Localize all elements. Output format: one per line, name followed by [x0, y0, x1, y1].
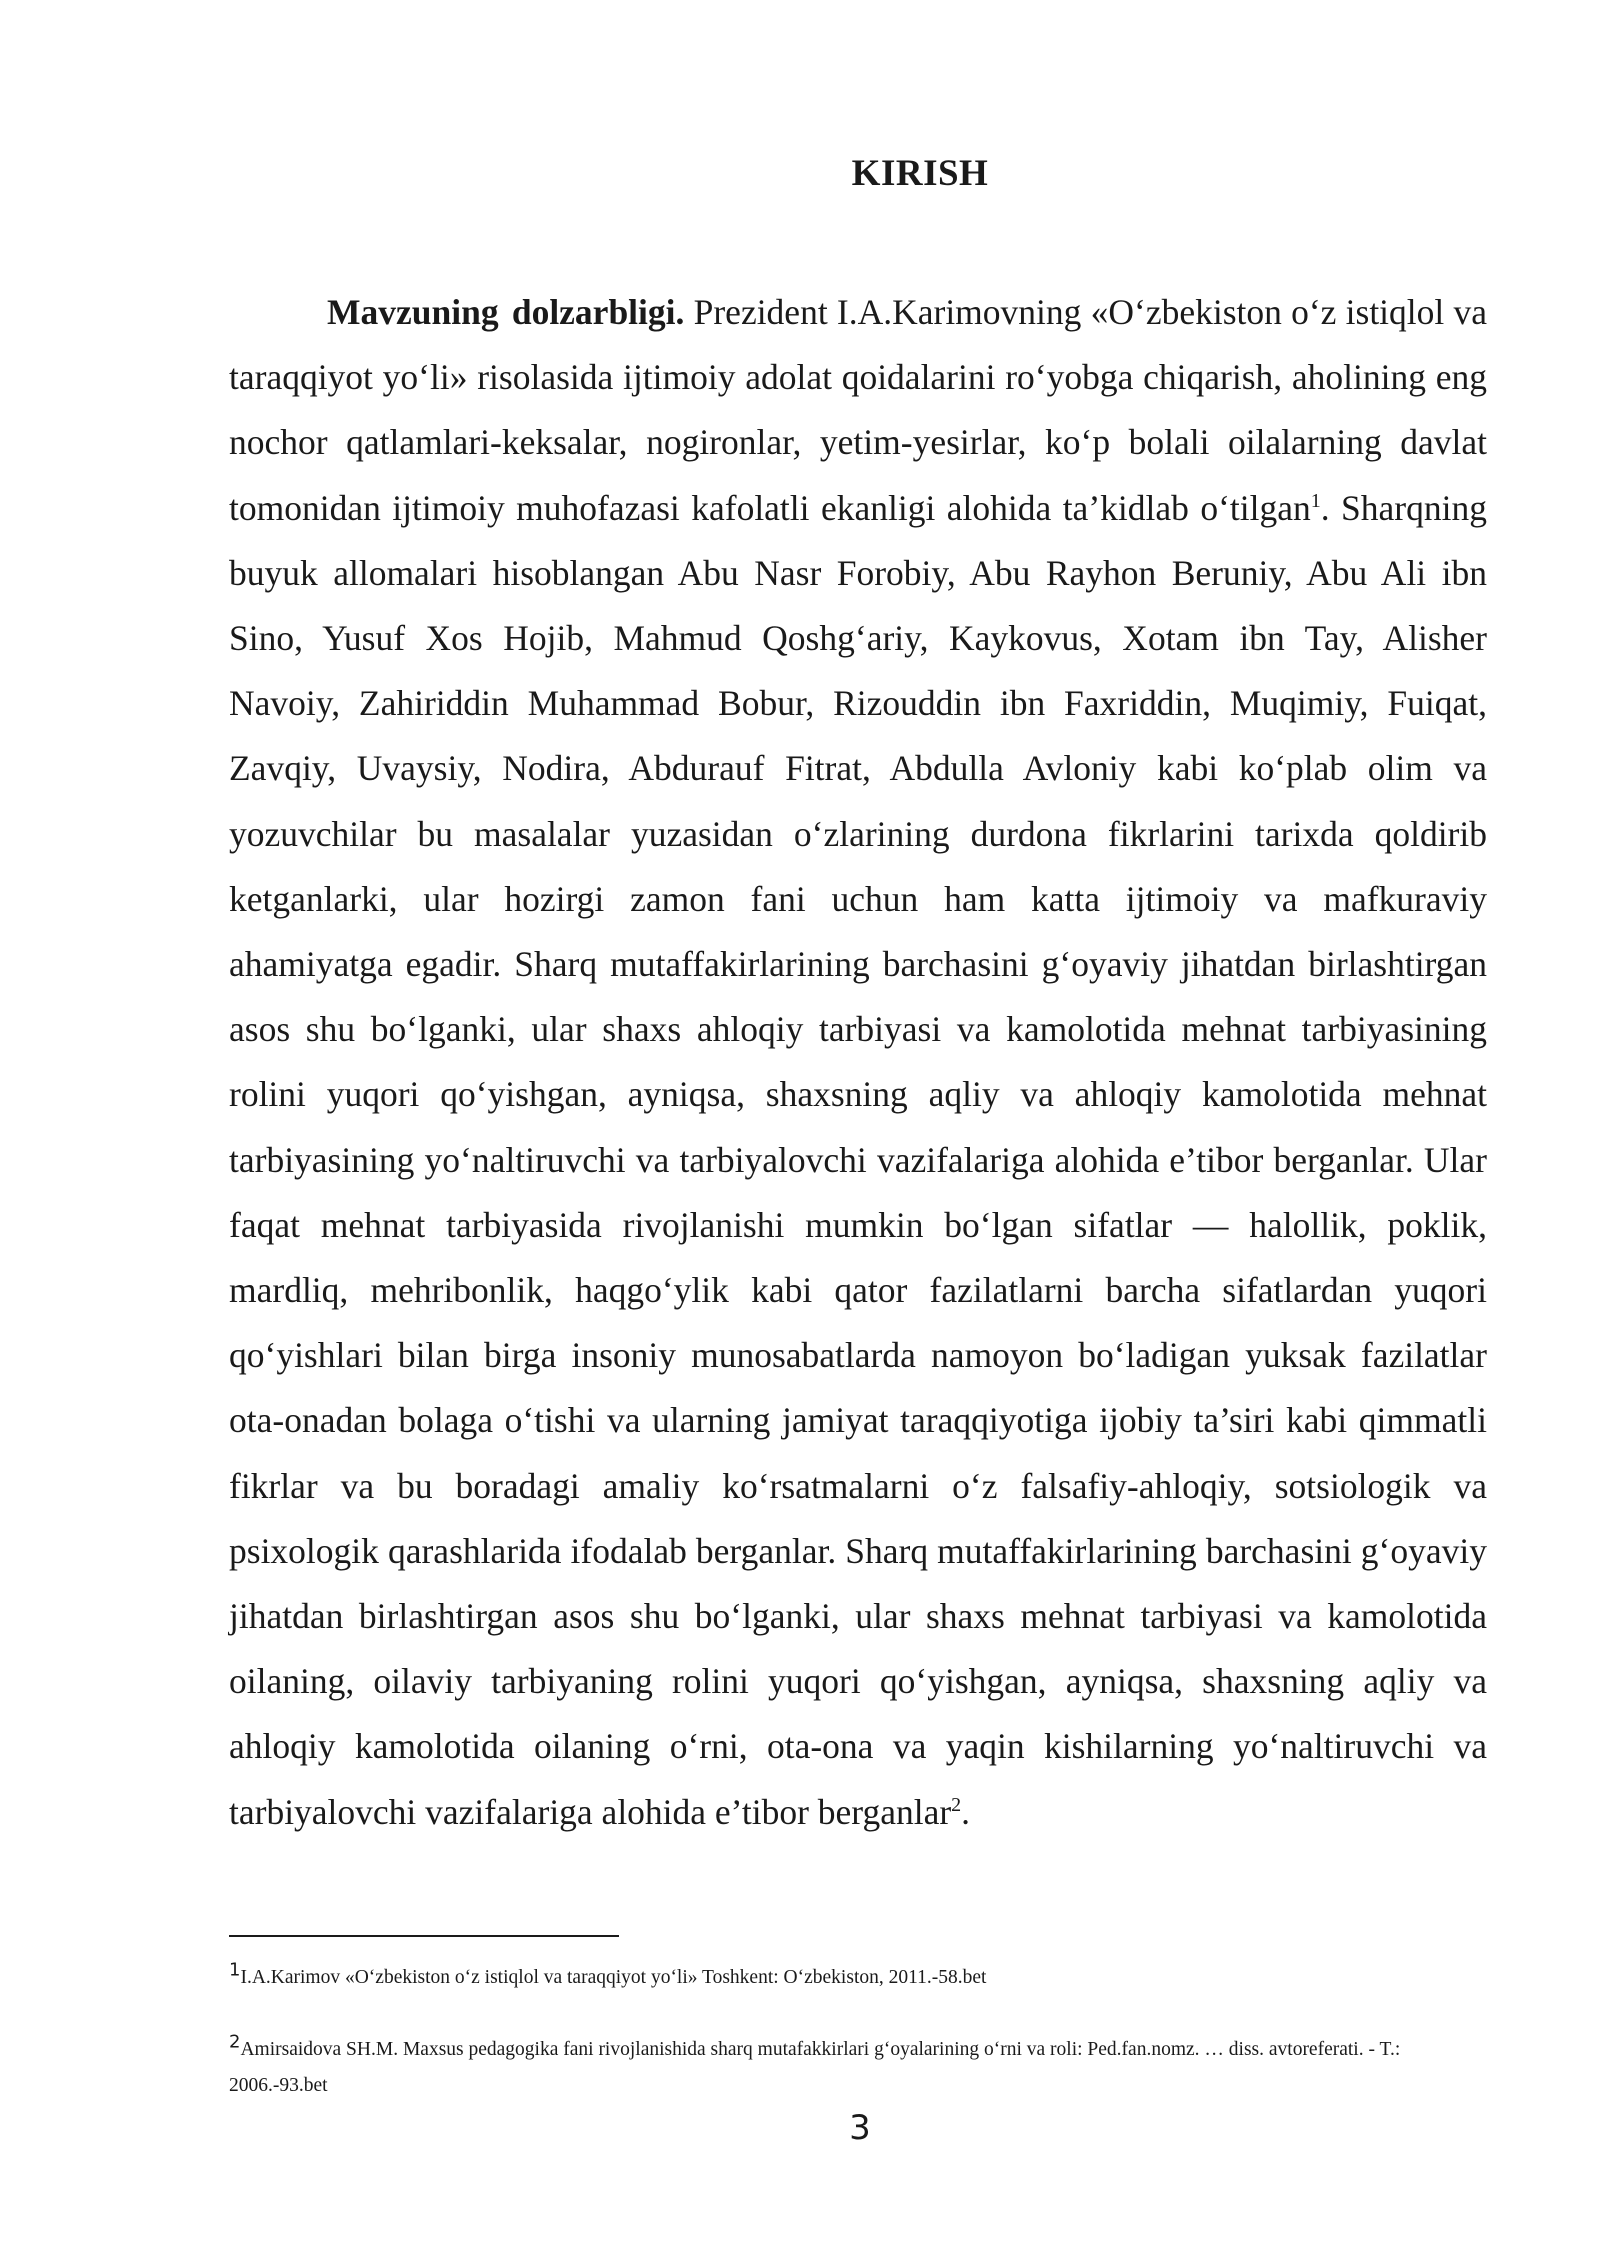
footnote-2-text: Amirsaidova SH.M. Maxsus pedagogika fani rivojlanishida sharq mutafakkirlari g‘oyalarining o‘rni va roli: Ped.fan.nomz. … diss. avtoreferati. - T.: 2006.-93.bet — [229, 2039, 1401, 2096]
paragraph-text-part-1: Prezident I.A.Karimovning «O‘zbekiston o‘z istiqlol va taraqqiyot yo‘li» risolasida ijtimoiy adolat qoidalarini ro‘yobga chiqarish, aholining eng nochor qatlamlari-keksalar, nogironlar, yetim-yesirlar, ko‘p bolali oilalarning davlat tomonidan ijtimoiy muhofazasi kafolatli ekanligi alohida ta’kidlab o‘tilgan — [229, 292, 1487, 528]
paragraph-text-end: . — [961, 1791, 971, 1832]
footnote-2 — [229, 2032, 1487, 2104]
footnote-1-text: I.A.Karimov «O‘zbekiston o‘z istiqlol va taraqqiyot yo‘li» Toshkent: O‘zbekiston, 2011.-58.bet — [240, 1967, 987, 1988]
page-title: KIRISH — [851, 153, 989, 194]
footnote-ref-2[interactable]: 2 — [951, 1793, 962, 1816]
page-number: 3 — [849, 2108, 871, 2148]
section-lead: Mavzuning dolzarbligi. — [327, 292, 685, 332]
footnote-1-number: 1 — [229, 1959, 241, 1981]
footnote-2-number: 2 — [229, 2031, 241, 2053]
footnote-separator — [229, 1935, 619, 1937]
footnote-ref-1[interactable]: 1 — [1310, 489, 1321, 512]
main-paragraph — [229, 280, 1487, 1845]
paragraph-text-part-2: . Sharqning buyuk allomalari hisoblangan Abu Nasr Forobiy, Abu Rayhon Beruniy, Abu Ali ibn Sino, Yusuf Xos Hojib, Mahmud Qoshg‘ariy, Kaykovus, Xotam ibn Tay, Alisher Navoiy, Zahiriddin Muhammad Bobur, Rizouddin ibn Faxriddin, Muqimiy, Fuiqat, Zavqiy, Uvaysiy, Nodira, Abdurauf Fitrat, Abdulla Avloniy kabi ko‘plab olim va yozuvchilar bu masalalar yuzasidan o‘zlarining durdona fikrlarini tarixda qoldirib ketganlarki, ular hozirgi zamon fani uchun ham katta ijtimoiy va mafkuraviy ahamiyatga egadir. Sharq mutaffakirlarining barchasini g‘oyaviy jihatdan birlashtirgan asos shu bo‘lganki, ular shaxs ahloqiy tarbiyasi va kamolotida mehnat tarbiyasining rolini yuqori qo‘yishgan, ayniqsa, shaxsning aqliy va ahloqiy kamolotida mehnat tarbiyasining yo‘naltiruvchi va tarbiyalovchi vazifalariga alohida e’tibor berganlar. Ular faqat mehnat tarbiyasida rivojlanishi mumkin bo‘lgan sifatlar — halollik, poklik, mardliq, mehribonlik, haqgo‘ylik kabi qator fazilatlarni barcha sifatlardan yuqori qo‘yishlari bilan birga insoniy munosabatlarda namoyon bo‘ladigan yuksak fazilatlar ota-onadan bolaga o‘tishi va ularning jamiyat taraqqiyotiga ijobiy ta’siri kabi qimmatli fikrlar va bu boradagi amaliy ko‘rsatmalarni o‘z falsafiy-ahloqiy, sotsiologik va psixologik qarashlarida ifodalab berganlar. Sharq mutaffakirlarining barchasini g‘oyaviy jihatdan birlashtirgan asos shu bo‘lganki, ular shaxs mehnat tarbiyasi va kamolotida oilaning, oilaviy tarbiyaning rolini yuqori qo‘yishgan, ayniqsa, shaxsning aqliy va ahloqiy kamolotida oilaning o‘rni, ota-ona va yaqin kishilarning yo‘naltiruvchi va tarbiyalovchi vazifalariga alohida e’tibor berganlar — [229, 487, 1487, 1832]
footnote-1 — [229, 1960, 1487, 1996]
